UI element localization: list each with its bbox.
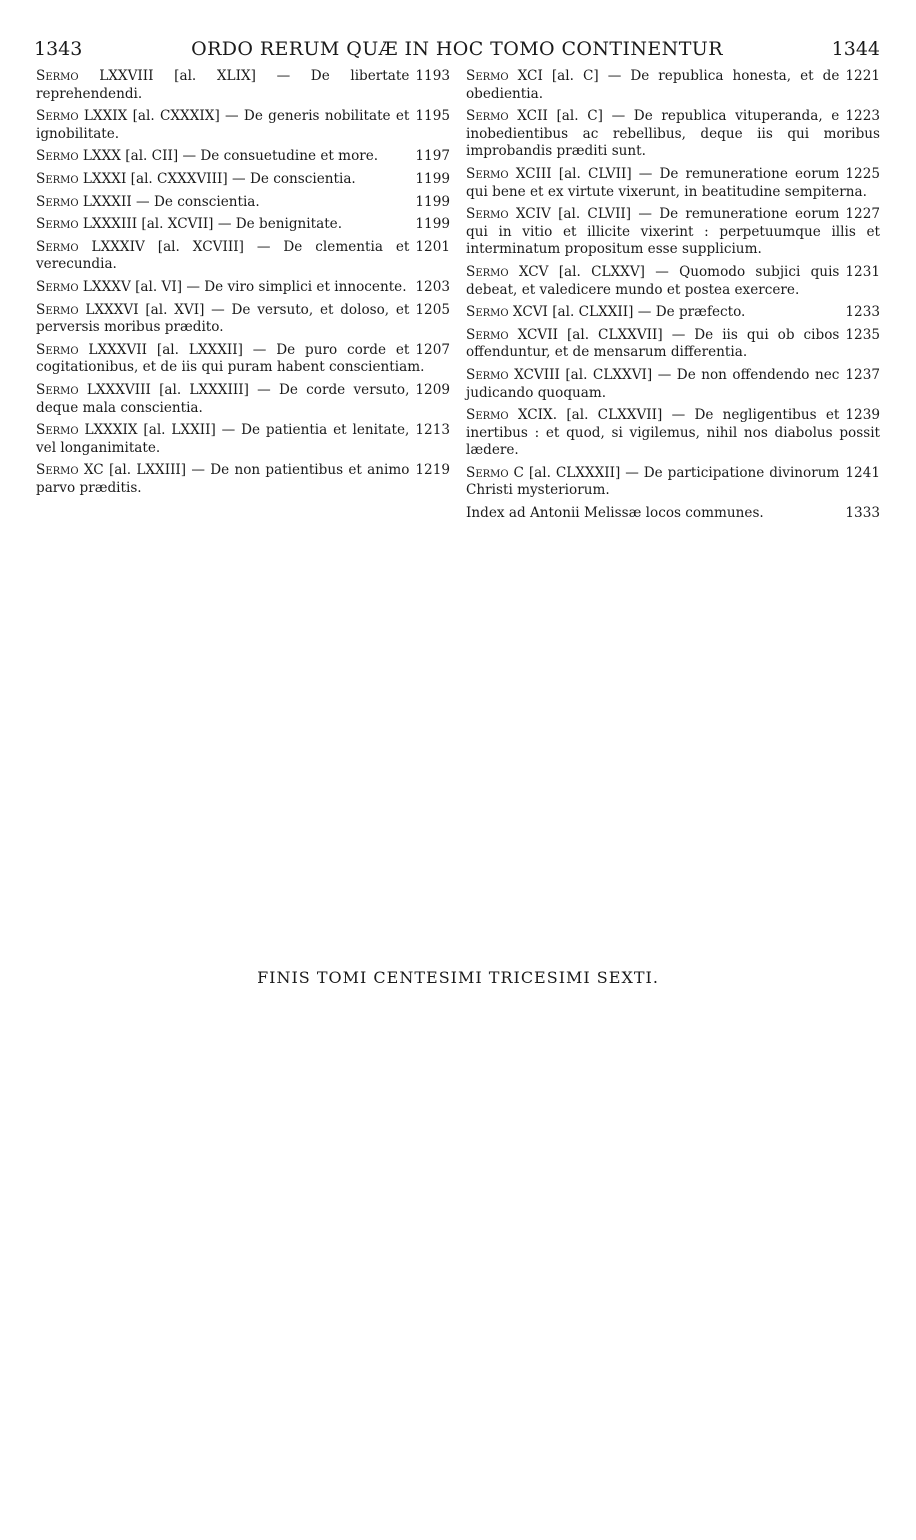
toc-entry-page: 1239 <box>845 407 880 424</box>
toc-entry-alt-number: [al. CLXXVII] <box>566 407 672 424</box>
toc-entry-page: 1213 <box>415 422 450 439</box>
toc-entry-title: — De republica honesta, et de obedientia. <box>466 68 840 102</box>
toc-entry <box>36 382 450 417</box>
toc-entry-title: — De conscientia. <box>136 193 260 210</box>
toc-entry <box>36 239 450 274</box>
toc-entry-page: 1209 <box>415 381 450 398</box>
toc-entry <box>36 422 450 457</box>
toc-entry <box>466 367 880 402</box>
toc-entry-title: — De viro simplici et innocente. <box>186 278 407 295</box>
toc-entry-page: 1231 <box>845 263 880 280</box>
toc-entry <box>36 342 450 377</box>
toc-entry-sermo: Sermo XCII <box>466 108 557 125</box>
toc-entry-sermo: Sermo LXXIX <box>36 108 133 125</box>
toc-entry <box>36 171 450 189</box>
toc-entry-page: 1237 <box>845 366 880 383</box>
toc-entry-sermo: Sermo LXXXVIII <box>36 381 160 398</box>
toc-entry-page: 1197 <box>415 148 450 165</box>
toc-entry <box>36 108 450 143</box>
toc-entry <box>466 166 880 201</box>
toc-column-right <box>466 68 880 528</box>
toc-entry-alt-number: [al. VI] <box>135 278 187 295</box>
toc-entry-sermo: Sermo XCVIII <box>466 366 566 383</box>
toc-entry-title: — De patientia et lenitate, vel longanimitate. <box>36 422 410 456</box>
toc-entry-sermo: Sermo XCV <box>466 263 559 280</box>
toc-entry-alt-number: [al. LXXXII] <box>156 341 253 358</box>
toc-entry-alt-number: [al. CLVII] <box>558 165 639 182</box>
toc-entry-page: 1199 <box>415 170 450 187</box>
toc-entry-alt-number: [al. XLIX] <box>174 68 277 84</box>
toc-entry-alt-number: [al. CXXXVIII] <box>130 170 233 187</box>
toc-entry <box>36 216 450 234</box>
toc-entry-sermo: Sermo LXXXI <box>36 170 131 187</box>
running-header <box>34 36 880 62</box>
toc-entry-title: — De consuetudine et more. <box>182 148 379 165</box>
toc-entry-page: 1195 <box>415 108 450 125</box>
page-number-right: 1344 <box>831 38 880 60</box>
toc-entry-alt-number: [al. C] <box>551 68 608 84</box>
toc-entry-page: 1241 <box>845 464 880 481</box>
toc-entry-title: — De corde versuto, deque mala conscientia. <box>36 381 410 416</box>
toc-entry-title: — De præfecto. <box>637 304 746 321</box>
toc-entry-alt-number: [al. CLXXII] <box>552 304 638 321</box>
toc-entry-title: — De iis qui ob cibos offenduntur, et de mensarum differentia. <box>466 326 840 361</box>
toc-entry-alt-number: [al. CLVII] <box>558 206 639 223</box>
toc-entry-title: — De conscientia. <box>232 170 356 187</box>
toc-entry-title: — De remuneratione eorum qui bene et ex virtute vixerunt, in beatitudine sempiterna. <box>466 165 867 200</box>
toc-entry-page: 1221 <box>845 68 880 84</box>
toc-entry-sermo: Sermo C <box>466 464 529 481</box>
toc-entry-title: — De benignitate. <box>217 216 343 233</box>
toc-entry-sermo: Sermo LXXXIX <box>36 422 144 439</box>
toc-entry-title: — De remuneratione eorum qui in vitio et illicite vixerint : perpetuumque illis et interminatum propositum esse supplicium. <box>466 206 880 258</box>
toc-entry-alt-number: [al. CXXXIX] <box>132 108 226 125</box>
toc-entry <box>36 462 450 497</box>
toc-entry-title: — De clementia et verecundia. <box>36 238 410 273</box>
toc-entry-sermo: Sermo XCIII <box>466 165 559 182</box>
toc-entry-sermo: Sermo XCVI <box>466 304 553 321</box>
toc-entry <box>36 302 450 337</box>
toc-entry-page: 1233 <box>845 304 880 321</box>
toc-entry-sermo: Sermo LXXXIV <box>36 238 158 255</box>
toc-entry-alt-number: [al. LXXII] <box>143 422 222 439</box>
toc-entry-sermo: Sermo LXXXII <box>36 193 137 210</box>
toc-entry-alt-number: [al. XCVII] <box>141 216 218 233</box>
toc-entry-sermo: Sermo XC <box>36 462 109 479</box>
finis-line: FINIS TOMI CENTESIMI TRICESIMI SEXTI. <box>257 968 659 987</box>
toc-entry-title: Index ad Antonii Melissæ locos communes. <box>466 505 764 522</box>
toc-entry-alt-number: [al. XVI] <box>145 301 212 318</box>
toc-entry-title: — De republica vituperanda, e inobedientibus ac rebellibus, deque iis qui moribus improbandis præditi sunt. <box>466 108 880 160</box>
toc-entry-alt-number: [al. CLXXV] <box>558 263 656 280</box>
toc-entry-page: 1223 <box>845 108 880 125</box>
toc-entry-title: — De negligentibus et inertibus : et quod, si vigilemus, nihil nos diabolus possit lædere. <box>466 407 880 459</box>
toc-entry-sermo: Sermo XCI <box>466 68 552 84</box>
toc-entry <box>36 68 450 103</box>
toc-entry <box>466 505 880 523</box>
toc-entry-alt-number: [al. CLXXVI] <box>565 366 658 383</box>
toc-entry-alt-number: [al. CLXXXII] <box>528 464 626 481</box>
toc-entry-page: 1219 <box>415 462 450 479</box>
toc-entry-page: 1227 <box>845 206 880 223</box>
toc-entry <box>36 148 450 166</box>
toc-entry <box>466 68 880 103</box>
toc-entry-title: — De participatione divinorum Christi mysteriorum. <box>466 464 840 499</box>
toc-entry-sermo: Sermo LXXXIII <box>36 216 142 233</box>
toc-entry-alt-number: [al. CLXXVII] <box>566 326 672 343</box>
toc-entry-title: — De non patientibus et animo parvo præditis. <box>36 462 410 496</box>
toc-entry <box>466 465 880 500</box>
toc-entry <box>466 108 880 161</box>
toc-entry-sermo: Sermo LXXXV <box>36 278 136 295</box>
toc-entry <box>36 279 450 297</box>
toc-entry-sermo: Sermo LXXX <box>36 148 126 165</box>
toc-entry <box>466 327 880 362</box>
toc-entry-page: 1199 <box>415 193 450 210</box>
toc-entry <box>466 206 880 259</box>
running-title: ORDO RERUM QUÆ IN HOC TOMO CONTINENTUR <box>191 38 723 60</box>
toc-entry-page: 1333 <box>845 505 880 522</box>
toc-entry-page: 1203 <box>415 278 450 295</box>
toc-entry-title: — De puro corde et cogitationibus, et de iis qui puram habent conscientiam. <box>36 341 425 376</box>
toc-entry-sermo: Sermo XCVII <box>466 326 567 343</box>
toc-entry-alt-number: [al. C] <box>556 108 612 125</box>
toc-entry <box>466 264 880 299</box>
toc-entry-page: 1207 <box>415 341 450 358</box>
toc-entry-sermo: Sermo LXXXVI <box>36 301 146 318</box>
toc-entry-page: 1199 <box>415 216 450 233</box>
toc-entry-sermo: Sermo XCIV <box>466 206 559 223</box>
toc-entry <box>466 407 880 460</box>
toc-entry-page: 1205 <box>415 301 450 318</box>
toc-entry-sermo: Sermo XCIX. <box>466 407 567 424</box>
toc-entry-sermo: Sermo LXXXVII <box>36 341 157 358</box>
toc-entry-alt-number: [al. XCVIII] <box>157 238 257 255</box>
toc-entry-page: 1225 <box>845 165 880 182</box>
toc-entry-page: 1193 <box>415 68 450 84</box>
toc-entry-alt-number: [al. LXXIII] <box>108 462 192 479</box>
toc-entry-alt-number: [al. CII] <box>125 148 183 165</box>
toc-entry-page: 1201 <box>415 238 450 255</box>
toc-entry-page: 1235 <box>845 326 880 343</box>
toc-entry-sermo: Sermo LXXVIII <box>36 68 175 84</box>
toc-entry-title: — De non offendendo nec judicando quoquam. <box>466 366 840 401</box>
toc-entry-title: — De versuto, et doloso, et perversis moribus prædito. <box>36 301 410 336</box>
toc-entry-title: — De generis nobilitate et ignobilitate. <box>36 108 410 142</box>
toc-entry <box>466 304 880 322</box>
page-number-left: 1343 <box>34 38 83 60</box>
toc-column-left <box>36 68 450 502</box>
toc-entry-title: — De libertate reprehendendi. <box>36 68 410 102</box>
toc-entry-alt-number: [al. LXXXIII] <box>159 381 258 398</box>
toc-entry <box>36 194 450 212</box>
toc-entry-title: — Quomodo subjici quis debeat, et valedicere mundo et postea exercere. <box>466 263 840 298</box>
